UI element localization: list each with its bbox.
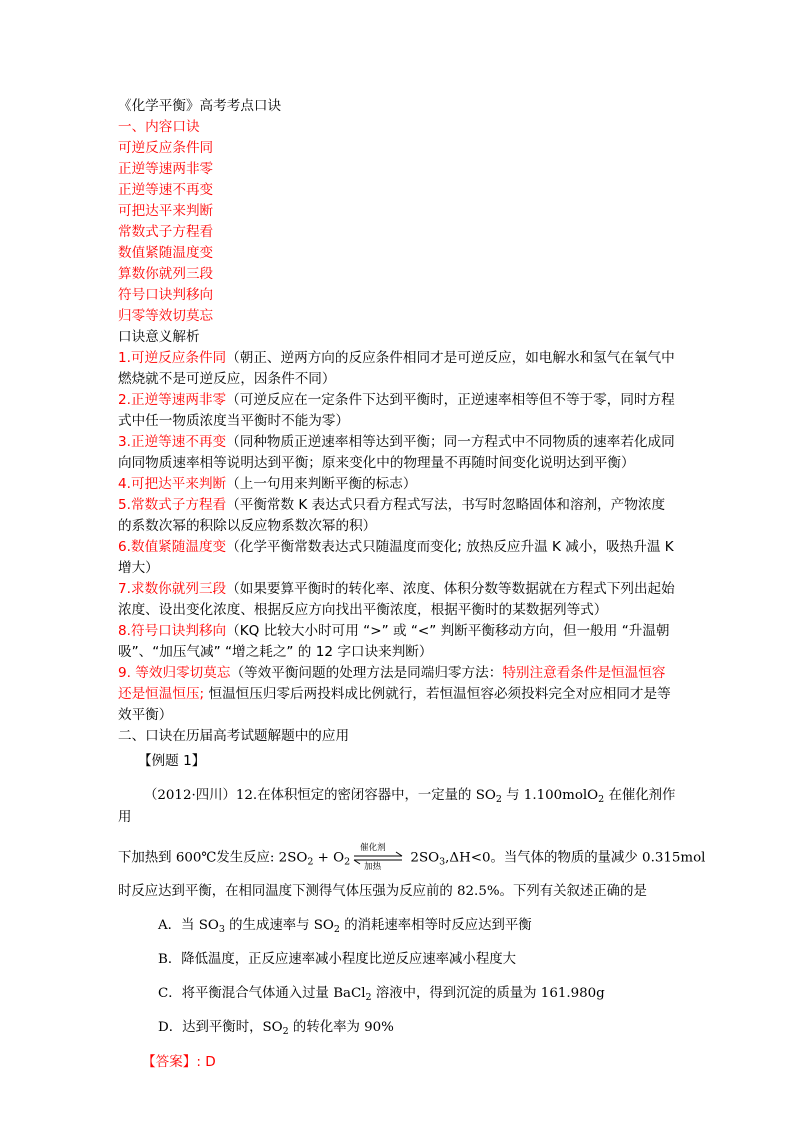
explanation-mnemonic: 2.正逆等速两非零	[118, 392, 227, 408]
question-stem-line2: 下加热到 600℃发生反应: $2SO_2 + O_2$ 催化剂 加热 $2SO_3,\Delta H<0$。当气体的物质的量减少 0.315mol	[118, 843, 706, 872]
meaning-heading: 口诀意义解析	[118, 329, 200, 345]
explanation-text: （等效平衡问题的处理方法是同端归零方法：	[230, 665, 503, 681]
explanation-text: （同种物质正逆速率相等达到平衡；同一方程式中不同物质的速率若化成同向同物质速率相等说明达到平衡；原来变化中的物理量不再随时间变化说明达到平衡）	[118, 434, 675, 471]
document-page	[118, 96, 706, 1073]
explanation-item	[118, 663, 678, 726]
option-b: B．降低温度，正反应速率减小程度比逆反应速率减小程度大	[158, 952, 516, 967]
mnemonic-line: 可逆反应条件同	[118, 140, 214, 156]
explanation-text: （平衡常数 K 表达式只看方程式写法，书写时忽略固体和溶剂，产物浓度的系数次幂的积除以反应物系数次幂的积）	[118, 497, 666, 534]
reversible-arrow-icon	[352, 843, 404, 873]
explanation-text: （KQ 比较大小时可用 “>” 或 “<” 判断平衡移动方向，但一般用 “升温朝吸”、“加压气减” “增之耗之” 的 12 字口诀来判断）	[118, 623, 670, 660]
section1-heading: 一、内容口诀	[118, 119, 200, 135]
explanation-text: （朝正、逆两方向的反应条件相同才是可逆反应，如电解水和氢气在氧气中燃烧就不是可逆反应，因条件不同）	[118, 350, 675, 387]
mnemonic-list	[118, 138, 678, 327]
mnemonic-line: 可把达平来判断	[118, 203, 214, 219]
mnemonic-line: 算数你就列三段	[118, 266, 214, 282]
answer	[118, 1051, 678, 1073]
explanation-mnemonic: 5.常数式子方程看	[118, 497, 227, 513]
option-a: A．当 $SO_3$ 的生成速率与 $SO_2$ 的消耗速率相等时反应达到平衡	[158, 918, 532, 935]
explanation-text: （化学平衡常数表达式只随温度而变化; 放热反应升温 K 减小，吸热升温 K 增大）	[118, 539, 674, 576]
explanation-text: （可逆反应在一定条件下达到平衡时，正逆速率相等但不等于零，同时方程式中任一物质浓度当平衡时不能为零）	[118, 392, 675, 429]
mnemonic-line: 正逆等速两非零	[118, 161, 214, 177]
mnemonic-line: 符号口诀判移向	[118, 287, 214, 303]
explanation-text: 恒温恒压归零后两投料成比例就行，若恒温恒容必须投料完全对应相同才是等效平衡）	[118, 686, 671, 723]
mnemonic-line: 常数式子方程看	[118, 224, 214, 240]
explanation-mnemonic: 4.可把达平来判断	[118, 476, 227, 492]
explanation-item	[118, 579, 678, 621]
section2-heading: 二、口诀在历届高考试题解题中的应用	[118, 728, 350, 744]
answer-label: 【答案】	[142, 1054, 197, 1070]
explanation-mnemonic: 1.可逆反应条件同	[118, 350, 227, 366]
option-d: D．达到平衡时，$SO_2$ 的转化率为 90%	[158, 1020, 394, 1037]
explanation-item	[118, 495, 678, 537]
explanation-warning: 特别注意看条件是恒温恒容还是恒温恒压;	[118, 665, 666, 702]
arrow-condition-bottom: 加热	[364, 862, 382, 872]
mnemonic-line: 归零等效切莫忘	[118, 308, 214, 324]
option-c: C．将平衡混合气体通入过量 BaCl$_2$ 溶液中，得到沉淀的质量为 161.980g	[158, 986, 605, 1003]
explanation-item	[118, 474, 678, 495]
document-title: 《化学平衡》高考考点口诀	[118, 98, 282, 114]
answer-value: : D	[196, 1054, 216, 1070]
mnemonic-line: 数值紧随温度变	[118, 245, 214, 261]
mnemonic-line: 正逆等速不再变	[118, 182, 214, 198]
explanation-text: （如果要算平衡时的转化率、浓度、体积分数等数据就在方程式下列出起始浓度、设出变化浓度、根据反应方向找出平衡浓度，根据平衡时的某数据列等式）	[118, 581, 675, 618]
explanation-mnemonic: 9. 等效归零切莫忘	[118, 665, 231, 681]
explanation-mnemonic: 6.数值紧随温度变	[118, 539, 227, 555]
explanation-item	[118, 537, 678, 579]
explanation-mnemonic: 7.求数你就列三段	[118, 581, 227, 597]
question-stem-line3: 时反应达到平衡，在相同温度下测得气体压强为反应前的 82.5%。下列有关叙述正确的是	[118, 884, 647, 899]
explanation-item	[118, 348, 678, 390]
question-stem-line1: （2012·四川）12.在体积恒定的密闭容器中，一定量的 $SO_2$ 与 1.100molO$_2$ 在催化剂作用	[118, 788, 676, 825]
explanation-item	[118, 621, 678, 663]
explanation-item	[118, 390, 678, 432]
explanation-list	[118, 348, 678, 726]
example-label: 【例题 1】	[138, 753, 206, 769]
explanation-item	[118, 432, 678, 474]
explanation-mnemonic: 3.正逆等速不再变	[118, 434, 227, 450]
explanation-text: （上一句用来判断平衡的标志）	[226, 476, 417, 492]
arrow-condition-top: 催化剂	[360, 843, 386, 853]
explanation-mnemonic: 8.符号口诀判移向	[118, 623, 227, 639]
